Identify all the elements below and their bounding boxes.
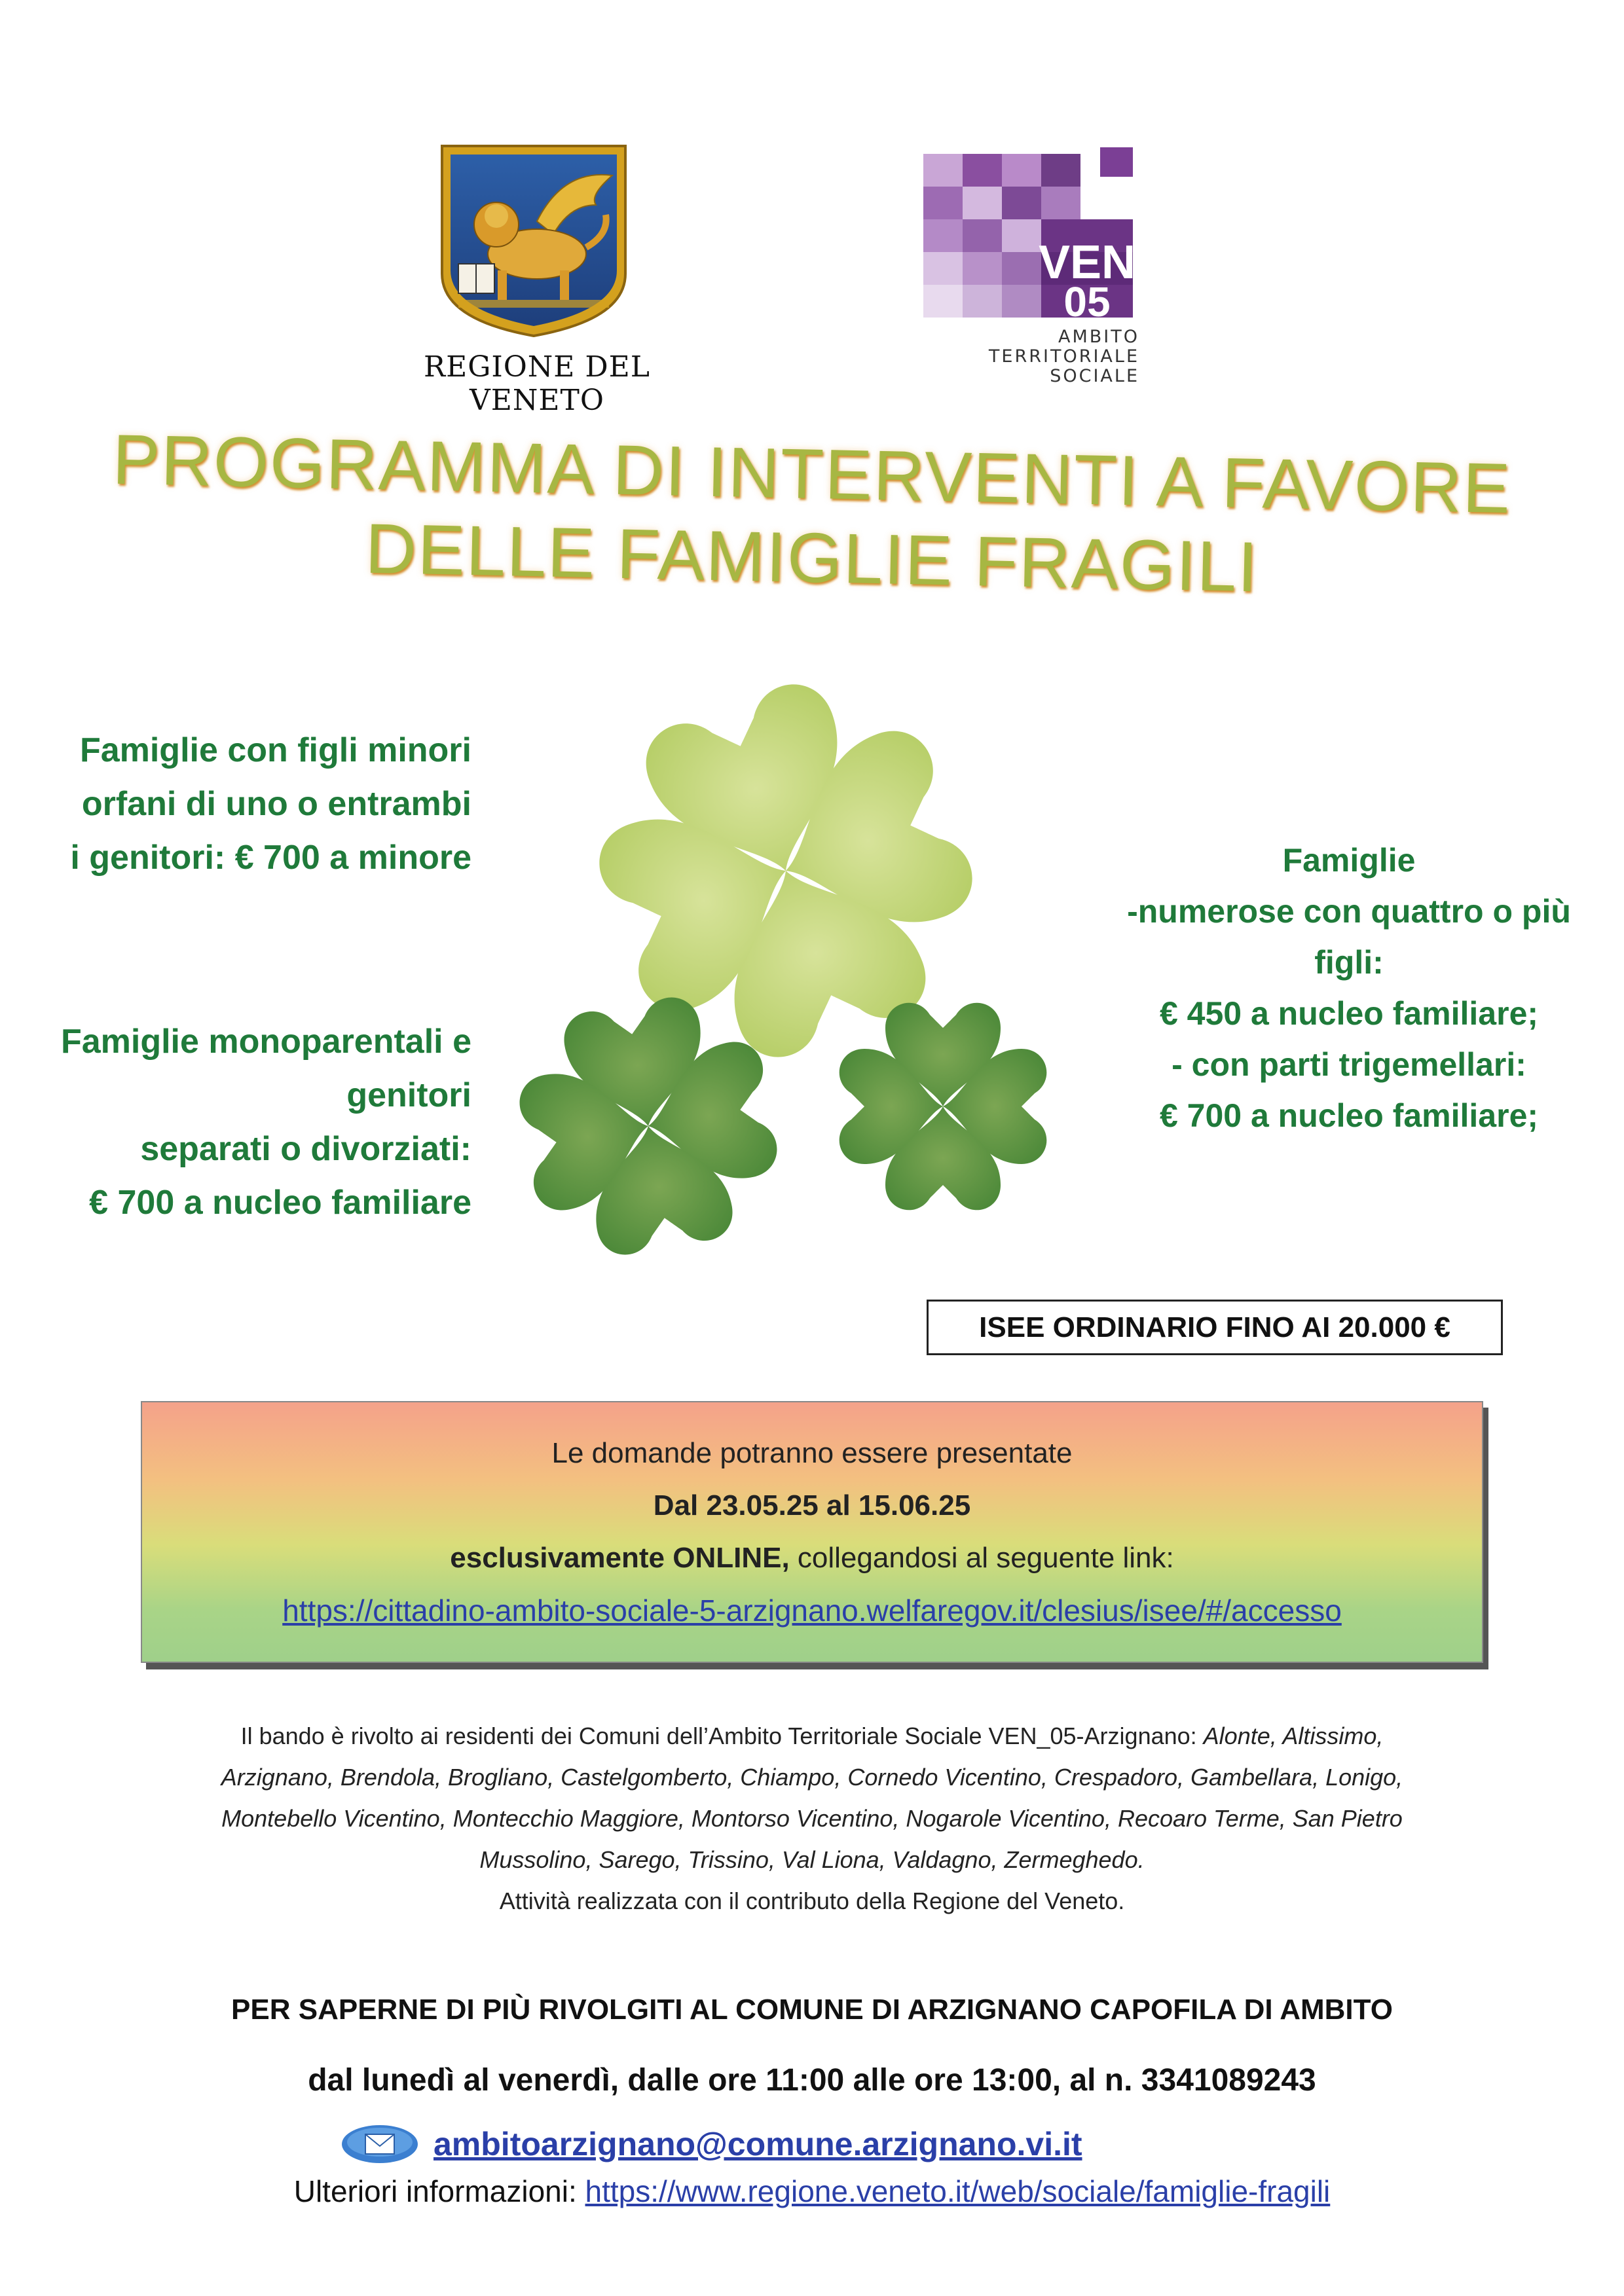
large-families-line-4: - con parti trigemellari: bbox=[1172, 1046, 1526, 1083]
application-link[interactable]: https://cittadino-ambito-sociale-5-arzignano.welfaregov.it/clesius/isee/#/accesso bbox=[282, 1594, 1342, 1628]
large-families-line-1: Famiglie bbox=[1282, 842, 1416, 879]
comuni-part-3: Montebello Vicentino, Montecchio Maggiore, Montorso Vicentino, Nogarole Vicentino, Recoaro Terme, San Pietro bbox=[221, 1805, 1403, 1832]
ambito-line-3: SOCIALE bbox=[1050, 366, 1139, 386]
clover-illustration bbox=[498, 655, 1120, 1277]
single-parent-families-text bbox=[26, 1015, 471, 1230]
ven-number: 05 bbox=[1063, 278, 1111, 324]
online-bold: esclusivamente ONLINE, bbox=[450, 1542, 790, 1574]
comuni-part-1: Alonte, Altissimo, bbox=[1203, 1722, 1384, 1749]
email-row bbox=[341, 2118, 1082, 2170]
comuni-part-4: Mussolino, Sarego, Trissino, Val Liona, Valdagno, Zermeghedo. bbox=[479, 1846, 1145, 1873]
bando-intro: Il bando è rivolto ai residenti dei Comuni dell’Ambito Territoriale Sociale VEN_05-Arzignano: bbox=[240, 1722, 1204, 1749]
single-parent-line-2: separati o divorziati: bbox=[140, 1130, 471, 1168]
application-dates: Dal 23.05.25 al 15.06.25 bbox=[653, 1489, 971, 1522]
single-parent-line-3: € 700 a nucleo familiare bbox=[89, 1184, 471, 1222]
title-line-2: DELLE FAMIGLIE FRAGILI bbox=[364, 508, 1260, 607]
bando-description bbox=[98, 1715, 1526, 1922]
orphan-line-3: i genitori: € 700 a minore bbox=[70, 839, 471, 877]
more-info-row bbox=[98, 2174, 1526, 2209]
online-rest: collegandosi al seguente link: bbox=[789, 1542, 1174, 1574]
application-online-line bbox=[142, 1532, 1482, 1584]
application-intro: Le domande potranno essere presentate bbox=[551, 1437, 1073, 1469]
contact-heading: PER SAPERNE DI PIÙ RIVOLGITI AL COMUNE DI ARZIGNANO CAPOFILA DI AMBITO bbox=[231, 1994, 1393, 2026]
regione-veneto-coat-of-arms bbox=[439, 143, 629, 339]
email-link[interactable]: ambitoarzignano@comune.arzignano.vi.it bbox=[434, 2126, 1082, 2162]
large-families-line-2: -numerose con quattro o più figli: bbox=[1127, 893, 1571, 981]
large-families-text bbox=[1113, 835, 1585, 1141]
comuni-part-2: Arzignano, Brendola, Brogliano, Castelgomberto, Chiampo, Cornedo Vicentino, Crespadoro, Gambellara, Lonigo, bbox=[221, 1764, 1403, 1791]
ambito-line-2: TERRITORIALE bbox=[988, 346, 1139, 367]
application-info-box bbox=[141, 1401, 1483, 1663]
more-info-label: Ulteriori informazioni: bbox=[293, 2174, 585, 2208]
ambito-label bbox=[930, 327, 1139, 386]
isee-threshold-box: ISEE ORDINARIO FINO AI 20.000 € bbox=[927, 1300, 1503, 1355]
ven-label: VEN bbox=[1038, 236, 1136, 289]
more-info-link[interactable]: https://www.regione.veneto.it/web/sociale/famiglie-fragili bbox=[585, 2174, 1331, 2208]
bando-line-1 bbox=[98, 1715, 1526, 1757]
ambito-line-1: AMBITO bbox=[1058, 327, 1139, 347]
ven05-logo bbox=[923, 147, 1139, 324]
large-families-line-5: € 700 a nucleo familiare; bbox=[1159, 1097, 1539, 1134]
contributo-note: Attività realizzata con il contributo della Regione del Veneto. bbox=[499, 1887, 1125, 1914]
contact-hours: dal lunedì al venerdì, dalle ore 11:00 alle ore 13:00, al n. 3341089243 bbox=[308, 2063, 1316, 2098]
single-parent-line-1: Famiglie monoparentali e genitori bbox=[60, 1023, 471, 1114]
envelope-icon bbox=[341, 2124, 419, 2164]
orphan-line-2: orfani di uno o entrambi bbox=[81, 785, 471, 823]
page-title bbox=[65, 419, 1559, 607]
orphan-line-1: Famiglie con figli minori bbox=[79, 731, 471, 769]
regione-veneto-label: REGIONE DEL VENETO bbox=[423, 350, 651, 417]
large-families-line-3: € 450 a nucleo familiare; bbox=[1159, 995, 1539, 1032]
title-line-1: PROGRAMMA DI INTERVENTI A FAVORE bbox=[111, 419, 1513, 528]
orphan-families-text bbox=[65, 723, 471, 884]
